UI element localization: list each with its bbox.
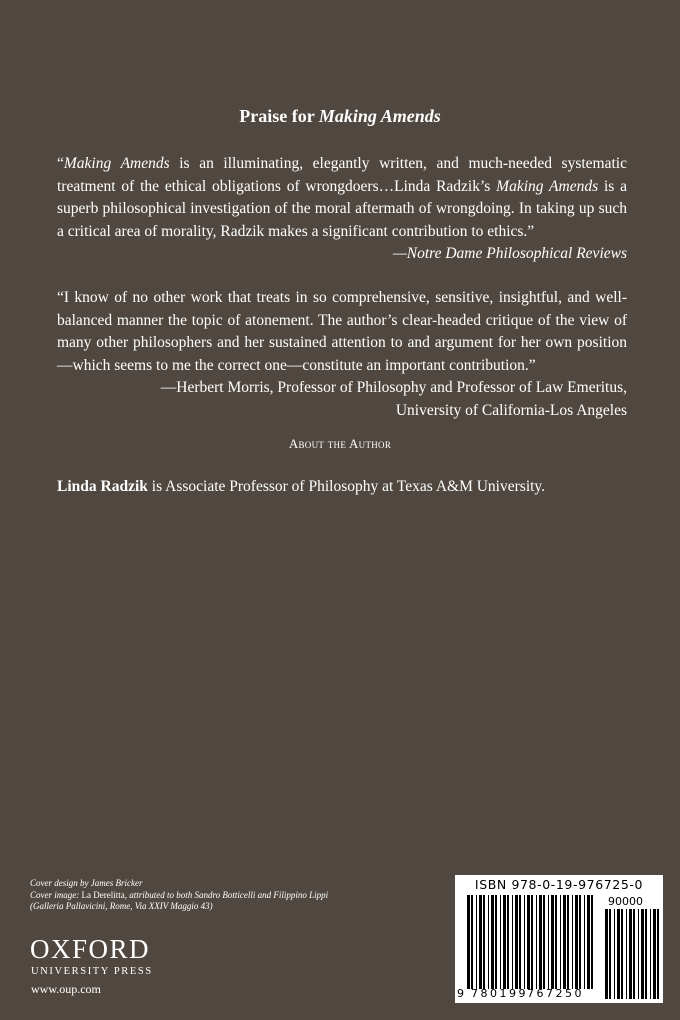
barcode-bar (650, 909, 651, 999)
barcode-bar (536, 895, 537, 989)
about-heading: About the Author (288, 436, 392, 451)
barcode-bar (657, 909, 659, 999)
barcode-bar (626, 909, 627, 999)
barcode-bar (551, 895, 554, 989)
author-bio-text: is Associate Professor of Philosophy at Texas A&M University. (147, 478, 546, 495)
quote1-body (57, 153, 627, 243)
barcode-bar (579, 895, 581, 989)
cover-image-credit: Cover image: La Derelitta, attributed to both Sandro Botticelli and Filippino Lippi (Galleria Pallavicini, Rome, Via XXIV Maggio 43) (30, 889, 329, 911)
barcode-bar (584, 895, 585, 989)
barcode-bar (467, 895, 470, 989)
barcode-bar (524, 895, 525, 989)
barcode-bar (548, 895, 549, 989)
barcode-bar (531, 895, 533, 989)
barcode-bar (476, 895, 477, 989)
barcode-bar (645, 909, 647, 999)
barcode-bar (560, 895, 561, 989)
barcode-digits-right: 767250 (527, 987, 584, 1000)
quote1-title-2: Making Amends (496, 177, 599, 195)
barcode-bar (572, 895, 573, 989)
barcode-bar (614, 909, 615, 999)
barcode-bar (507, 895, 509, 989)
quote-morris (57, 287, 627, 422)
barcode-bar (471, 895, 473, 989)
barcode-bar (629, 909, 632, 999)
isbn-text: ISBN 978-0-19-976725-0 (474, 877, 644, 892)
quote1-title-1: Making Amends (63, 155, 170, 172)
barcode-bar (479, 895, 482, 989)
isbn-barcode (455, 875, 663, 1003)
barcode-bar (605, 909, 608, 999)
barcode-bar (491, 895, 494, 989)
barcode-bar (575, 895, 578, 989)
praise-heading-title: Making Amends (318, 106, 441, 126)
barcode-bar (512, 895, 513, 989)
barcode-bar (617, 909, 620, 999)
quote1-attribution: —Notre Dame Philosophical Reviews (392, 245, 627, 262)
barcode-bar (503, 895, 506, 989)
publisher-url: www.oup.com (31, 982, 101, 996)
barcode-bar (543, 895, 545, 989)
barcode-bar (638, 909, 639, 999)
cover-design-credit: Cover design by James Bricker (30, 878, 143, 888)
barcode-digits-left: 780199 (471, 987, 528, 1000)
quote1-text-1: is an illuminating, elegantly written, and much-needed systematic treatment of the ethical obligations of wrongdoers…Linda Radzik’s (57, 155, 627, 195)
barcode-bar (591, 895, 593, 989)
barcode-bar (653, 909, 656, 999)
barcode-bar (488, 895, 489, 989)
barcode-lead-digit: 9 (457, 987, 464, 1000)
barcode-bar (527, 895, 530, 989)
barcode-bar (633, 909, 635, 999)
praise-heading (0, 106, 680, 127)
cover-credits (30, 878, 330, 913)
quote2-body: “I know of no other work that treats in so comprehensive, sensitive, insightful, and well-balanced manner the topic of atonement. The author’s clear-headed critique of the view of many other philosophers and her sustained attention to and argument for her own position—which seems to me the correct one—constitute an important contribution.” (57, 289, 627, 374)
barcode-bar (555, 895, 557, 989)
praise-heading-prefix: Praise for (239, 106, 319, 126)
barcode-bar (519, 895, 521, 989)
barcode-bar (621, 909, 623, 999)
author-name: Linda Radzik (57, 478, 148, 495)
quote-notre-dame (57, 153, 627, 266)
publisher-logo: OXFORD (30, 934, 151, 964)
barcode-price-code: 90000 (608, 895, 643, 908)
quote1-open-mark: “ (57, 155, 64, 172)
barcode-bar (567, 895, 569, 989)
barcode-bar (641, 909, 644, 999)
quote2-attribution-line2: University of California-Los Angeles (395, 401, 627, 419)
barcode-bar (539, 895, 542, 989)
barcode-bar (609, 909, 611, 999)
barcode-bar (587, 895, 590, 989)
barcode-bar (563, 895, 566, 989)
barcode-bar (500, 895, 501, 989)
author-bio (57, 478, 637, 496)
barcode-bar (483, 895, 485, 989)
barcode-bar (515, 895, 518, 989)
barcode-bar (495, 895, 497, 989)
quote1-text-2: is a superb philosophical investigation of the moral aftermath of wrongdoing. In taking up such a critical area of morality, Radzik makes a significant contribution to ethics.” (57, 177, 627, 240)
publisher-subtitle: UNIVERSITY PRESS (31, 966, 153, 977)
quote2-attribution-line1: —Herbert Morris, Professor of Philosophy and Professor of Law Emeritus, (160, 379, 627, 396)
